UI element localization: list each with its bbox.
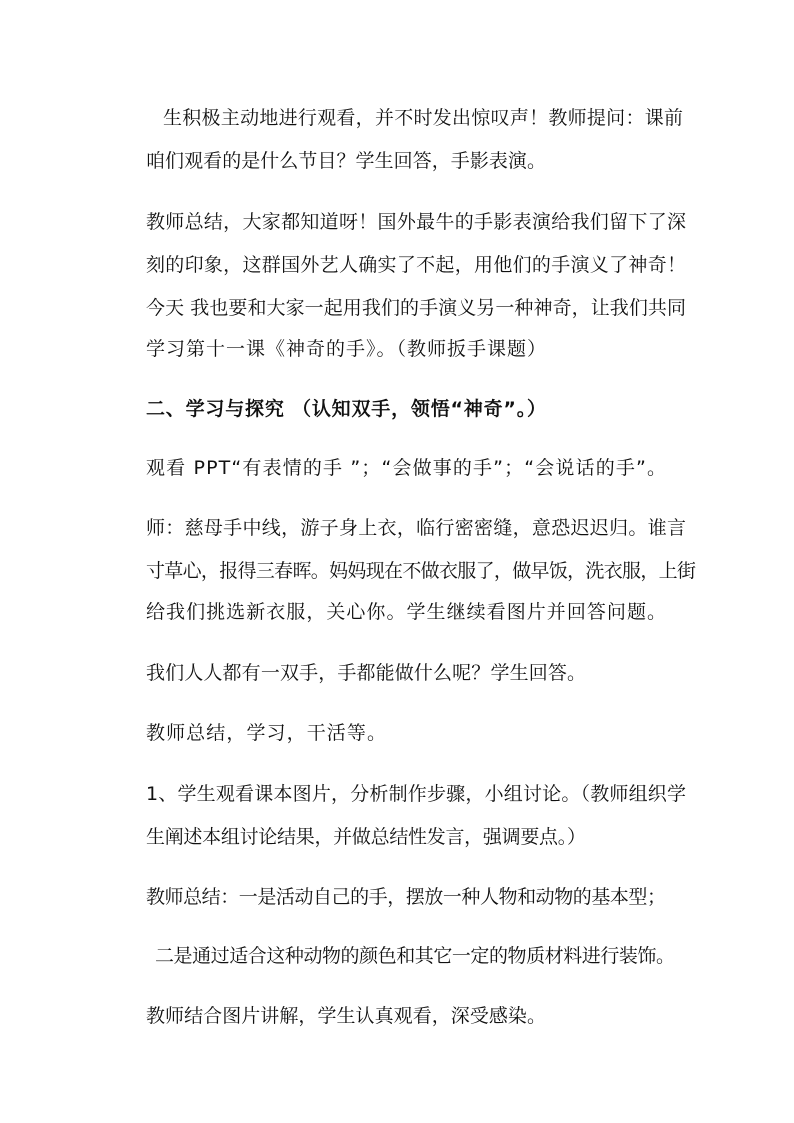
paragraph-line: 刻的印象，这群国外艺人确实了不起，用他们的手演义了神奇！ [146, 254, 687, 276]
paragraph-line: 生阐述本组讨论结果，并做总结性发言，强调要点。） [146, 826, 586, 848]
paragraph-line: 今天 我也要和大家一起用我们的手演义另一种神奇，让我们共同 [146, 297, 687, 319]
section-heading: 二、学习与探究 （认知双手，领悟“神奇”。） [146, 398, 547, 420]
paragraph-line: 二是通过适合这种动物的颜色和其它一定的物质材料进行装饰。 [155, 945, 675, 967]
paragraph-line: 寸草心，报得三春晖。妈妈现在不做衣服了，做早饭，洗衣服，上街 [146, 560, 696, 582]
paragraph-line: 教师结合图片讲解，学生认真观看，深受感染。 [146, 1005, 547, 1027]
paragraph-line: 生积极主动地进行观看，并不时发出惊叹声！教师提问：课前 [163, 107, 684, 129]
paragraph-line: 咱们观看的是什么节目？学生回答，手影表演。 [146, 150, 547, 172]
paragraph-line: 观看 PPT“有表情的手 ”；“会做事的手”；“会说话的手”。 [146, 457, 668, 479]
paragraph-line: 教师总结：一是活动自己的手，摆放一种人物和动物的基本型； [146, 886, 666, 908]
paragraph-line: 我们人人都有一双手，手都能做什么呢？学生回答。 [146, 662, 587, 684]
paragraph-line: 师：慈母手中线，游子身上衣，临行密密缝，意恐迟迟归。谁言 [146, 517, 687, 539]
paragraph-line: 学习第十一课《神奇的手》。（教师扳手课题） [146, 338, 547, 360]
paragraph-line: 教师总结，大家都知道呀！国外最牛的手影表演给我们留下了深 [146, 211, 687, 233]
paragraph-line: 给我们挑选新衣服，关心你。学生继续看图片并回答问题。 [146, 601, 668, 623]
paragraph-line: 教师总结，学习，干活等。 [146, 722, 388, 744]
paragraph-line: 1、学生观看课本图片，分析制作步骤，小组讨论。（教师组织学 [146, 783, 687, 805]
